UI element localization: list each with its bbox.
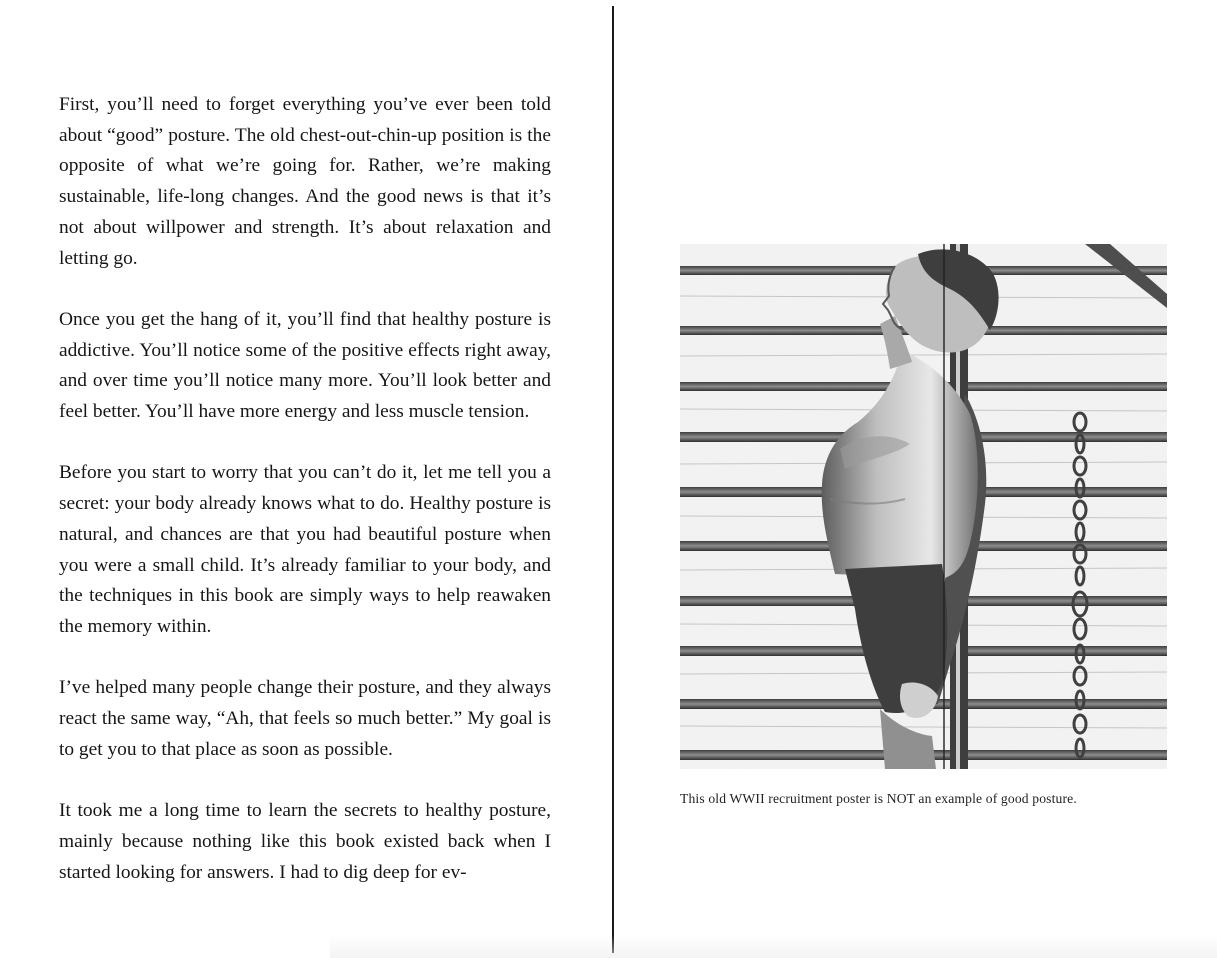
body-text xyxy=(59,90,551,888)
paragraph-4: I’ve helped many people change their posture, and they always react the same way, “Ah, that feels so much better.” My goal is to get you to that place as soon as possible. xyxy=(59,677,551,760)
paragraph-2: Once you get the hang of it, you’ll find that healthy posture is addictive. You’ll notice some of the positive effects right away, and over time you’ll notice many more. You’ll look better and feel better. You’ll have more energy and less muscle tension. xyxy=(59,308,551,423)
paragraph-5: It took me a long time to learn the secrets to healthy posture, mainly because nothing like this book existed back when I started looking for answers. I had to dig deep for ev- xyxy=(59,800,551,883)
figure-caption: This old WWII recruitment poster is NOT an example of good posture. xyxy=(680,791,1077,806)
paragraph-1: First, you’ll need to forget everything you’ve ever been told about “good” posture. The old chest-out-chin-up position is the opposite of what we’re going for. Rather, we’re making sustainable, life-long changes. And the good news is that it’s not about willpower and strength. It’s about relaxation and letting go. xyxy=(59,94,551,269)
vintage-photo-illustration xyxy=(680,244,1167,769)
figure-photo xyxy=(680,244,1167,769)
paragraph-3: Before you start to worry that you can’t do it, let me tell you a secret: your body already knows what to do. Healthy posture is natural, and chances are that you had beautiful posture when you were a small child. It’s already familiar to your body, and the techniques in this book are simply ways to help reawaken the memory within. xyxy=(59,462,551,637)
right-page xyxy=(614,0,1217,958)
